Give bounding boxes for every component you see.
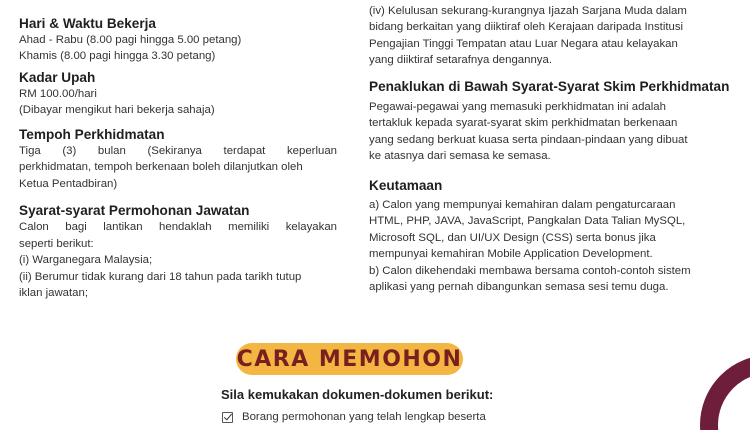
section-line: Microsoft SQL, dan UI/UX Design (CSS) serta bonus jika	[369, 231, 656, 244]
section-line: Calon bagi lantikan hendaklah memiliki kelayakan	[19, 221, 337, 233]
section-line: bidang berkaitan yang diiktiraf oleh Kerajaan daripada Institusi	[369, 21, 684, 33]
section-line: a) Calon yang mempunyai kemahiran dalam pengaturcaraan	[369, 198, 676, 211]
section-line: Pegawai-pegawai yang memasuki perkhidmatan ini adalah	[369, 100, 666, 113]
section-wage-rate	[19, 69, 337, 119]
how-to-apply-banner	[236, 343, 463, 375]
checkbox-checked-icon	[222, 412, 233, 423]
section-line: yang sedang berkuat kuasa serta pindaan-pindaan yang dibuat	[369, 133, 688, 146]
section-line: Tiga (3) bulan (Sekiranya terdapat keperluan	[19, 144, 337, 157]
section-line: perkhidmatan, tempoh berkenaan boleh dilanjutkan oleh	[19, 161, 303, 173]
left-cut-line	[19, 0, 337, 3]
section-line: Ketua Pentadbiran)	[19, 177, 118, 190]
section-line: ke atasnya dari semasa ke semasa.	[369, 150, 551, 162]
section-priority	[369, 177, 745, 296]
section-line: yang diiktiraf setarafnya dengannya.	[369, 54, 553, 66]
section-line: HTML, PHP, JAVA, JavaScript, Pangkalan Data Talian MySQL,	[369, 215, 686, 227]
section-application-requirements	[19, 202, 337, 302]
section-line: aplikasi yang pernah dibangunkan semasa sesi temu duga.	[369, 281, 669, 293]
section-title: Tempoh Perkhidmatan	[19, 126, 165, 142]
section-line: iklan jawatan;	[19, 287, 89, 299]
section-title: Keutamaan	[369, 177, 443, 193]
section-title: Hari & Waktu Bekerja	[19, 15, 156, 31]
decorative-arc	[700, 355, 750, 430]
section-title: Penaklukan di Bawah Syarat-Syarat Skim Perkhidmatan	[369, 78, 730, 94]
documents-instruction: Sila kemukakan dokumen-dokumen berikut:	[221, 387, 494, 402]
section-line: (iv) Kelulusan sekurang-kurangnya Ijazah Sarjana Muda dalam	[369, 4, 687, 17]
section-line: Pengajian Tinggi Tempatan atau Luar Negara atau kelayakan	[369, 37, 678, 50]
section-line: Ahad - Rabu (8.00 pagi hingga 5.00 petang)	[19, 33, 242, 46]
section-line: mempunyai kemahiran Mobile Application Development.	[369, 248, 653, 260]
section-line: (ii) Berumur tidak kurang dari 18 tahun pada tarikh tutup	[19, 270, 302, 283]
qualification-continuation	[369, 3, 745, 69]
section-working-hours	[19, 15, 337, 65]
checklist-item	[222, 411, 486, 423]
section-line: RM 100.00/hari	[19, 87, 97, 100]
section-line: tertakluk kepada syarat-syarat skim perkhidmatan berkenaan	[369, 117, 678, 129]
section-line: (Dibayar mengikut hari bekerja sahaja)	[19, 104, 215, 116]
checklist-item-label: Borang permohonan yang telah lengkap beserta	[242, 411, 486, 423]
section-scheme-conditions	[369, 78, 745, 165]
right-column	[369, 0, 745, 296]
banner-title: CARA MEMOHON	[236, 346, 463, 372]
section-line: b) Calon dikehendaki membawa bersama contoh-contoh sistem	[369, 264, 691, 277]
section-title: Kadar Upah	[19, 69, 96, 85]
left-column	[19, 0, 337, 302]
section-title: Syarat-syarat Permohonan Jawatan	[19, 203, 250, 218]
section-line: seperti berikut:	[19, 237, 94, 250]
section-line: (i) Warganegara Malaysia;	[19, 254, 153, 266]
section-service-period	[19, 126, 337, 193]
section-line: Khamis (8.00 pagi hingga 3.30 petang)	[19, 50, 216, 62]
